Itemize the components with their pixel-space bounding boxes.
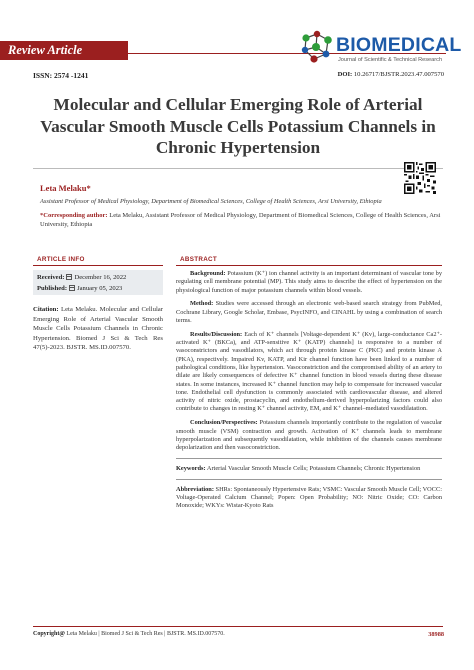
corresponding-author [40, 212, 442, 229]
logo-subtitle: Journal of Scientific & Technical Research [338, 57, 443, 63]
footer-rule [33, 626, 443, 627]
background-label: Background: [190, 270, 226, 277]
logo-wordmark: BIOMEDICAL [336, 34, 462, 56]
calendar-icon [69, 285, 75, 291]
abbreviations [176, 486, 442, 511]
keywords-text: Arterial Vascular Smooth Muscle Cells; Potassium Channels; Chronic Hypertension [206, 464, 421, 472]
abstract-method [176, 300, 442, 325]
abstract-divider [176, 458, 442, 459]
results-label: Results/Discussion: [190, 330, 243, 338]
article-info-heading: ARTICLE INFO [33, 254, 163, 266]
abstract-body [176, 270, 442, 516]
method-label: Method: [190, 300, 214, 308]
author-name[interactable]: Leta Melaku* [40, 183, 91, 193]
doi[interactable] [338, 71, 444, 78]
corresponding-author-label: *Corresponding author: [40, 212, 108, 219]
issn: ISSN: 2574 -1241 [33, 71, 89, 80]
copyright-label: Copyright@ [33, 631, 65, 637]
abbreviation-label: Abbreviation: [176, 485, 214, 493]
copyright-text: Leta Melaku | Biomed J Sci & Tech Res | BJSTR. MS.ID.007570. [66, 631, 225, 637]
journal-logo[interactable] [298, 28, 462, 72]
footer-copyright [33, 631, 225, 637]
article-title: Molecular and Cellular Emerging Role of Arterial Vascular Smooth Muscle Cells Potassium Channels in Chronic Hypertension [40, 95, 436, 157]
abstract-results [176, 331, 442, 414]
doi-value[interactable]: 10.26717/BJSTR.2023.47.007570 [353, 71, 444, 78]
citation-block [33, 305, 163, 353]
doi-label: DOI: [337, 71, 353, 78]
keywords-label: Keywords: [176, 464, 206, 472]
conclusion-text: Potassium channels importantly contribute to the regulation of vascular smooth muscle (VSM) contraction and growth. Activation of K⁺ channels leads to membrane hyperpolarization and subsequently vasodilatation, while inhibition of the channels causes membrane depolarization and then vasoconstriction. [176, 419, 443, 452]
page-number: 38988 [428, 631, 444, 638]
received-label: Received: [37, 274, 65, 281]
abstract-conclusion [176, 419, 442, 452]
calendar-icon [66, 274, 72, 280]
molecule-logo-icon [298, 28, 336, 66]
citation-label: Citation: [33, 306, 59, 313]
abstract-background [176, 270, 442, 295]
author-affiliation: Assistant Professor of Medical Physiology, Department of Biomedical Sciences, College of Health Sciences, Arsi University, Ethiopia [40, 198, 382, 205]
qr-code-icon[interactable] [404, 162, 436, 194]
citation-text: Leta Melaku. Molecular and Cellular Emerging Role of Arterial Vascular Smooth Muscle Cells Potassium Channels in Chronic Hypertension. Biomed J Sci & Tech Res 47(5)-2023. BJSTR. MS.ID.007570. [33, 306, 163, 352]
background-text: Potassium (K⁺) ion channel activity is an important determinant of vascular tone by regulating cell membrane potential (MP). This study aims to describe the effect of hypertension on the physiological function of major potassium channels within blood vessels. [176, 270, 442, 294]
published-date: January 05, 2023 [77, 285, 123, 292]
published-row [37, 283, 159, 294]
conclusion-label: Conclusion/Perspectives: [190, 419, 258, 427]
received-row [37, 272, 159, 283]
abstract-divider [176, 479, 442, 480]
results-text: Each of K⁺ channels [Voltage-dependent K⁺ (Kv), large-conductance Ca2⁺-activated K⁺ (BKCa), and ATP-sensitive K⁺ (KATP) channels] is responsive to a number of vasoconstrictors and vasodilators, which act through protein kinase C (PKC) and protein kinase A (PKA), respectively. Impaired Kv, KATP, and Kir channel function have been linked to a number of pathological conditions, like hypertension. Vasoconstriction and the compromised ability of an artery to dilate are likely consequences of defective K⁺ channel function in blood vessels during these disease states. In some instances, increased K⁺ channel function may help to compensate for increased vascular tone. Endothelial cell dysfunction is commonly associated with cardiovascular disease, and altered activity of nitric oxide, prostacyclin, and endothelium-derived hyperpolarizing factors could also contribute to changes in resting K⁺ channel activity, EM, and K⁺ channel–mediated vasodilatation. [176, 330, 442, 413]
received-date: December 16, 2022 [74, 274, 127, 281]
abbreviation-text: SHRs: Spontaneously Hypertensive Rats; VSMC: Vascular Smooth Muscle Cell; VOCC: Voltage-Operated Calcium Channel; Popen: Open Probability; NO: Nitric Oxide; CO: Carbon Monoxide; WKYs: Wistar-Kyoto Rats [176, 485, 442, 510]
corresponding-author-text: Leta Melaku, Assistant Professor of Medical Physiology, Department of Biomedical Sciences, College of Health Sciences, Arsi University, Ethiopia [40, 212, 441, 228]
abstract-heading: ABSTRACT [176, 254, 442, 266]
published-label: Published: [37, 285, 68, 292]
article-dates [33, 270, 163, 295]
method-text: Studies were accessed through an electronic web-based search strategy from PubMed, Cochrane Library, Google Scholar, Embase, PsycINFO, and CINAHL by using a combination of search terms. [176, 300, 443, 324]
article-type-tag: Review Article [0, 41, 128, 60]
keywords [176, 465, 442, 473]
title-rule [33, 168, 443, 169]
